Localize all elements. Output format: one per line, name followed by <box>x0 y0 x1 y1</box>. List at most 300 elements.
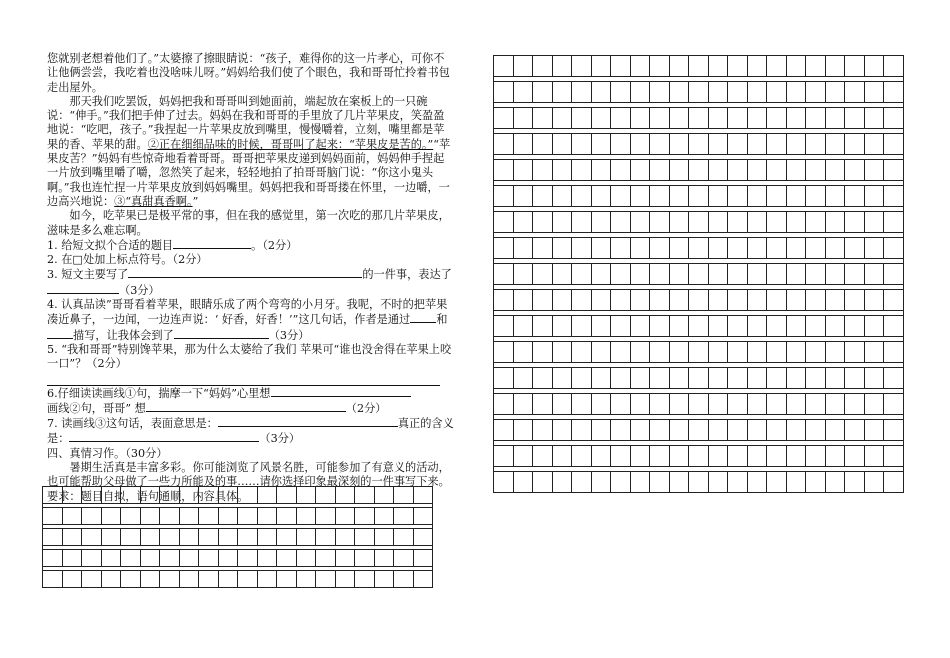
grid-cell[interactable] <box>728 290 748 311</box>
grid-cell[interactable] <box>786 420 806 441</box>
grid-cell[interactable] <box>786 368 806 389</box>
grid-cell[interactable] <box>494 342 514 363</box>
grid-cell[interactable] <box>533 472 553 493</box>
grid-cell[interactable] <box>747 212 767 233</box>
grid-cell[interactable] <box>708 342 728 363</box>
grid-cell[interactable] <box>864 264 884 285</box>
grid-cell[interactable] <box>708 446 728 467</box>
grid-cell[interactable] <box>374 508 394 525</box>
grid-cell[interactable] <box>494 108 514 129</box>
grid-cell[interactable] <box>394 550 414 567</box>
grid-cell[interactable] <box>533 134 553 155</box>
grid-cell[interactable] <box>572 316 592 337</box>
grid-cell[interactable] <box>591 446 611 467</box>
grid-cell[interactable] <box>767 56 787 77</box>
grid-cell[interactable] <box>296 550 316 567</box>
grid-cell[interactable] <box>494 212 514 233</box>
grid-cell[interactable] <box>864 212 884 233</box>
grid-cell[interactable] <box>884 134 904 155</box>
grid-cell[interactable] <box>552 82 572 103</box>
grid-cell[interactable] <box>335 487 355 504</box>
grid-cell[interactable] <box>611 108 631 129</box>
grid-cell[interactable] <box>825 264 845 285</box>
grid-cell[interactable] <box>630 134 650 155</box>
grid-cell[interactable] <box>413 508 433 525</box>
grid-cell[interactable] <box>747 368 767 389</box>
grid-cell[interactable] <box>767 290 787 311</box>
grid-cell[interactable] <box>572 290 592 311</box>
grid-cell[interactable] <box>62 508 82 525</box>
grid-cell[interactable] <box>689 290 709 311</box>
grid-cell[interactable] <box>845 56 865 77</box>
grid-cell[interactable] <box>689 420 709 441</box>
grid-cell[interactable] <box>806 264 826 285</box>
grid-cell[interactable] <box>140 529 160 546</box>
grid-cell[interactable] <box>747 316 767 337</box>
grid-cell[interactable] <box>806 394 826 415</box>
grid-cell[interactable] <box>611 368 631 389</box>
grid-cell[interactable] <box>591 238 611 259</box>
grid-cell[interactable] <box>533 316 553 337</box>
grid-cell[interactable] <box>533 368 553 389</box>
grid-cell[interactable] <box>650 472 670 493</box>
grid-cell[interactable] <box>630 368 650 389</box>
grid-cell[interactable] <box>669 238 689 259</box>
grid-cell[interactable] <box>630 108 650 129</box>
grid-cell[interactable] <box>786 316 806 337</box>
grid-cell[interactable] <box>864 342 884 363</box>
grid-cell[interactable] <box>374 529 394 546</box>
grid-cell[interactable] <box>786 472 806 493</box>
grid-cell[interactable] <box>552 212 572 233</box>
grid-cell[interactable] <box>747 394 767 415</box>
grid-cell[interactable] <box>257 571 277 588</box>
grid-cell[interactable] <box>689 134 709 155</box>
grid-cell[interactable] <box>845 472 865 493</box>
grid-cell[interactable] <box>257 487 277 504</box>
grid-cell[interactable] <box>611 56 631 77</box>
grid-cell[interactable] <box>494 264 514 285</box>
grid-cell[interactable] <box>374 571 394 588</box>
answer-blank[interactable] <box>174 328 269 339</box>
grid-cell[interactable] <box>708 290 728 311</box>
grid-cell[interactable] <box>533 186 553 207</box>
grid-cell[interactable] <box>413 571 433 588</box>
grid-cell[interactable] <box>101 487 121 504</box>
grid-cell[interactable] <box>513 394 533 415</box>
grid-cell[interactable] <box>825 446 845 467</box>
grid-cell[interactable] <box>825 420 845 441</box>
grid-cell[interactable] <box>845 186 865 207</box>
grid-cell[interactable] <box>689 82 709 103</box>
grid-cell[interactable] <box>533 212 553 233</box>
composition-grid-left[interactable] <box>42 486 433 588</box>
grid-cell[interactable] <box>786 394 806 415</box>
grid-cell[interactable] <box>513 186 533 207</box>
grid-cell[interactable] <box>825 160 845 181</box>
grid-cell[interactable] <box>591 212 611 233</box>
grid-cell[interactable] <box>513 472 533 493</box>
grid-cell[interactable] <box>238 487 258 504</box>
grid-cell[interactable] <box>767 108 787 129</box>
grid-cell[interactable] <box>394 508 414 525</box>
grid-cell[interactable] <box>650 290 670 311</box>
grid-cell[interactable] <box>650 316 670 337</box>
grid-cell[interactable] <box>591 342 611 363</box>
grid-cell[interactable] <box>611 446 631 467</box>
grid-cell[interactable] <box>747 160 767 181</box>
grid-cell[interactable] <box>650 342 670 363</box>
grid-cell[interactable] <box>708 472 728 493</box>
grid-cell[interactable] <box>552 56 572 77</box>
grid-cell[interactable] <box>316 529 336 546</box>
grid-cell[interactable] <box>806 368 826 389</box>
grid-cell[interactable] <box>630 264 650 285</box>
grid-cell[interactable] <box>494 368 514 389</box>
grid-cell[interactable] <box>786 134 806 155</box>
grid-cell[interactable] <box>611 264 631 285</box>
grid-cell[interactable] <box>413 487 433 504</box>
grid-cell[interactable] <box>335 529 355 546</box>
grid-cell[interactable] <box>806 108 826 129</box>
grid-cell[interactable] <box>179 529 199 546</box>
grid-cell[interactable] <box>728 420 748 441</box>
grid-cell[interactable] <box>845 394 865 415</box>
grid-cell[interactable] <box>864 238 884 259</box>
grid-cell[interactable] <box>82 571 102 588</box>
grid-cell[interactable] <box>238 529 258 546</box>
grid-cell[interactable] <box>728 342 748 363</box>
grid-cell[interactable] <box>533 342 553 363</box>
grid-cell[interactable] <box>689 108 709 129</box>
grid-cell[interactable] <box>767 264 787 285</box>
grid-cell[interactable] <box>669 342 689 363</box>
grid-cell[interactable] <box>611 160 631 181</box>
grid-cell[interactable] <box>494 82 514 103</box>
grid-cell[interactable] <box>572 420 592 441</box>
grid-cell[interactable] <box>140 550 160 567</box>
grid-cell[interactable] <box>374 487 394 504</box>
grid-cell[interactable] <box>160 487 180 504</box>
grid-cell[interactable] <box>611 342 631 363</box>
grid-cell[interactable] <box>494 186 514 207</box>
grid-cell[interactable] <box>316 508 336 525</box>
grid-cell[interactable] <box>552 108 572 129</box>
grid-cell[interactable] <box>786 82 806 103</box>
grid-cell[interactable] <box>864 82 884 103</box>
grid-cell[interactable] <box>786 290 806 311</box>
grid-cell[interactable] <box>708 368 728 389</box>
grid-cell[interactable] <box>825 342 845 363</box>
grid-cell[interactable] <box>650 186 670 207</box>
grid-cell[interactable] <box>199 550 219 567</box>
grid-cell[interactable] <box>591 420 611 441</box>
grid-cell[interactable] <box>689 238 709 259</box>
grid-cell[interactable] <box>296 487 316 504</box>
grid-cell[interactable] <box>552 290 572 311</box>
grid-cell[interactable] <box>572 56 592 77</box>
grid-cell[interactable] <box>533 82 553 103</box>
grid-cell[interactable] <box>43 571 63 588</box>
grid-cell[interactable] <box>669 420 689 441</box>
grid-cell[interactable] <box>845 368 865 389</box>
grid-cell[interactable] <box>747 134 767 155</box>
grid-cell[interactable] <box>825 108 845 129</box>
grid-cell[interactable] <box>591 134 611 155</box>
grid-cell[interactable] <box>864 108 884 129</box>
grid-cell[interactable] <box>845 446 865 467</box>
grid-cell[interactable] <box>513 446 533 467</box>
grid-cell[interactable] <box>494 446 514 467</box>
grid-cell[interactable] <box>708 108 728 129</box>
grid-cell[interactable] <box>572 108 592 129</box>
grid-cell[interactable] <box>591 264 611 285</box>
grid-cell[interactable] <box>728 108 748 129</box>
grid-cell[interactable] <box>160 571 180 588</box>
grid-cell[interactable] <box>806 160 826 181</box>
grid-cell[interactable] <box>277 571 297 588</box>
grid-cell[interactable] <box>630 238 650 259</box>
grid-cell[interactable] <box>630 82 650 103</box>
grid-cell[interactable] <box>884 186 904 207</box>
grid-cell[interactable] <box>689 394 709 415</box>
grid-cell[interactable] <box>413 529 433 546</box>
grid-cell[interactable] <box>82 487 102 504</box>
grid-cell[interactable] <box>199 571 219 588</box>
grid-cell[interactable] <box>513 342 533 363</box>
grid-cell[interactable] <box>374 550 394 567</box>
grid-cell[interactable] <box>747 420 767 441</box>
grid-cell[interactable] <box>864 134 884 155</box>
grid-cell[interactable] <box>669 108 689 129</box>
grid-cell[interactable] <box>591 472 611 493</box>
grid-cell[interactable] <box>513 108 533 129</box>
grid-cell[interactable] <box>650 394 670 415</box>
grid-cell[interactable] <box>650 212 670 233</box>
grid-cell[interactable] <box>747 342 767 363</box>
grid-cell[interactable] <box>552 160 572 181</box>
grid-cell[interactable] <box>728 212 748 233</box>
grid-cell[interactable] <box>767 238 787 259</box>
grid-cell[interactable] <box>121 508 141 525</box>
grid-cell[interactable] <box>572 394 592 415</box>
grid-cell[interactable] <box>747 108 767 129</box>
grid-cell[interactable] <box>316 550 336 567</box>
grid-cell[interactable] <box>786 56 806 77</box>
grid-cell[interactable] <box>884 420 904 441</box>
grid-cell[interactable] <box>650 134 670 155</box>
grid-cell[interactable] <box>669 472 689 493</box>
grid-cell[interactable] <box>316 571 336 588</box>
grid-cell[interactable] <box>160 529 180 546</box>
grid-cell[interactable] <box>884 472 904 493</box>
grid-cell[interactable] <box>513 420 533 441</box>
grid-cell[interactable] <box>296 508 316 525</box>
grid-cell[interactable] <box>101 508 121 525</box>
grid-cell[interactable] <box>494 56 514 77</box>
grid-cell[interactable] <box>572 446 592 467</box>
composition-grid-right[interactable] <box>493 55 904 493</box>
grid-cell[interactable] <box>494 316 514 337</box>
grid-cell[interactable] <box>43 529 63 546</box>
grid-cell[interactable] <box>806 316 826 337</box>
grid-cell[interactable] <box>199 508 219 525</box>
grid-cell[interactable] <box>316 487 336 504</box>
answer-blank[interactable] <box>146 401 346 412</box>
grid-cell[interactable] <box>767 394 787 415</box>
grid-cell[interactable] <box>864 472 884 493</box>
grid-cell[interactable] <box>630 290 650 311</box>
grid-cell[interactable] <box>296 529 316 546</box>
grid-cell[interactable] <box>121 487 141 504</box>
grid-cell[interactable] <box>669 368 689 389</box>
grid-cell[interactable] <box>669 160 689 181</box>
grid-cell[interactable] <box>513 238 533 259</box>
grid-cell[interactable] <box>101 550 121 567</box>
grid-cell[interactable] <box>277 508 297 525</box>
grid-cell[interactable] <box>62 571 82 588</box>
grid-cell[interactable] <box>864 56 884 77</box>
grid-cell[interactable] <box>121 550 141 567</box>
grid-cell[interactable] <box>845 212 865 233</box>
answer-blank[interactable] <box>218 416 398 427</box>
grid-cell[interactable] <box>394 487 414 504</box>
grid-cell[interactable] <box>552 394 572 415</box>
grid-cell[interactable] <box>689 446 709 467</box>
grid-cell[interactable] <box>786 186 806 207</box>
grid-cell[interactable] <box>689 212 709 233</box>
grid-cell[interactable] <box>884 212 904 233</box>
grid-cell[interactable] <box>572 368 592 389</box>
grid-cell[interactable] <box>591 56 611 77</box>
grid-cell[interactable] <box>591 108 611 129</box>
grid-cell[interactable] <box>533 108 553 129</box>
grid-cell[interactable] <box>140 487 160 504</box>
grid-cell[interactable] <box>747 186 767 207</box>
grid-cell[interactable] <box>806 472 826 493</box>
grid-cell[interactable] <box>708 56 728 77</box>
grid-cell[interactable] <box>199 529 219 546</box>
grid-cell[interactable] <box>591 394 611 415</box>
grid-cell[interactable] <box>533 264 553 285</box>
grid-cell[interactable] <box>552 420 572 441</box>
grid-cell[interactable] <box>43 508 63 525</box>
grid-cell[interactable] <box>669 56 689 77</box>
grid-cell[interactable] <box>864 160 884 181</box>
grid-cell[interactable] <box>630 186 650 207</box>
grid-cell[interactable] <box>630 160 650 181</box>
grid-cell[interactable] <box>238 571 258 588</box>
grid-cell[interactable] <box>533 290 553 311</box>
grid-cell[interactable] <box>689 472 709 493</box>
grid-cell[interactable] <box>572 186 592 207</box>
grid-cell[interactable] <box>825 134 845 155</box>
grid-cell[interactable] <box>552 368 572 389</box>
answer-blank[interactable] <box>173 238 251 249</box>
grid-cell[interactable] <box>611 134 631 155</box>
grid-cell[interactable] <box>179 508 199 525</box>
grid-cell[interactable] <box>845 108 865 129</box>
grid-cell[interactable] <box>806 212 826 233</box>
grid-cell[interactable] <box>708 212 728 233</box>
grid-cell[interactable] <box>630 420 650 441</box>
grid-cell[interactable] <box>669 186 689 207</box>
grid-cell[interactable] <box>218 508 238 525</box>
grid-cell[interactable] <box>825 368 845 389</box>
answer-line[interactable] <box>47 372 440 386</box>
grid-cell[interactable] <box>825 82 845 103</box>
grid-cell[interactable] <box>513 82 533 103</box>
grid-cell[interactable] <box>413 550 433 567</box>
grid-cell[interactable] <box>611 212 631 233</box>
grid-cell[interactable] <box>494 290 514 311</box>
grid-cell[interactable] <box>591 186 611 207</box>
grid-cell[interactable] <box>845 160 865 181</box>
grid-cell[interactable] <box>825 186 845 207</box>
grid-cell[interactable] <box>708 82 728 103</box>
grid-cell[interactable] <box>786 238 806 259</box>
grid-cell[interactable] <box>884 316 904 337</box>
grid-cell[interactable] <box>767 82 787 103</box>
grid-cell[interactable] <box>238 550 258 567</box>
grid-cell[interactable] <box>179 571 199 588</box>
grid-cell[interactable] <box>394 571 414 588</box>
grid-cell[interactable] <box>552 134 572 155</box>
grid-cell[interactable] <box>669 394 689 415</box>
grid-cell[interactable] <box>650 238 670 259</box>
grid-cell[interactable] <box>689 342 709 363</box>
grid-cell[interactable] <box>43 550 63 567</box>
grid-cell[interactable] <box>767 420 787 441</box>
grid-cell[interactable] <box>552 472 572 493</box>
grid-cell[interactable] <box>218 487 238 504</box>
grid-cell[interactable] <box>728 446 748 467</box>
grid-cell[interactable] <box>494 134 514 155</box>
grid-cell[interactable] <box>611 82 631 103</box>
grid-cell[interactable] <box>767 134 787 155</box>
grid-cell[interactable] <box>611 394 631 415</box>
grid-cell[interactable] <box>355 508 375 525</box>
grid-cell[interactable] <box>572 238 592 259</box>
grid-cell[interactable] <box>845 316 865 337</box>
grid-cell[interactable] <box>864 420 884 441</box>
grid-cell[interactable] <box>121 571 141 588</box>
grid-cell[interactable] <box>82 550 102 567</box>
grid-cell[interactable] <box>669 446 689 467</box>
grid-cell[interactable] <box>611 472 631 493</box>
grid-cell[interactable] <box>884 446 904 467</box>
grid-cell[interactable] <box>591 160 611 181</box>
grid-cell[interactable] <box>494 160 514 181</box>
grid-cell[interactable] <box>355 571 375 588</box>
grid-cell[interactable] <box>747 56 767 77</box>
grid-cell[interactable] <box>296 571 316 588</box>
grid-cell[interactable] <box>864 368 884 389</box>
grid-cell[interactable] <box>335 508 355 525</box>
grid-cell[interactable] <box>806 290 826 311</box>
grid-cell[interactable] <box>864 186 884 207</box>
grid-cell[interactable] <box>257 529 277 546</box>
grid-cell[interactable] <box>669 134 689 155</box>
grid-cell[interactable] <box>611 420 631 441</box>
grid-cell[interactable] <box>355 487 375 504</box>
grid-cell[interactable] <box>160 508 180 525</box>
grid-cell[interactable] <box>513 56 533 77</box>
grid-cell[interactable] <box>591 290 611 311</box>
grid-cell[interactable] <box>728 264 748 285</box>
grid-cell[interactable] <box>689 56 709 77</box>
grid-cell[interactable] <box>611 186 631 207</box>
